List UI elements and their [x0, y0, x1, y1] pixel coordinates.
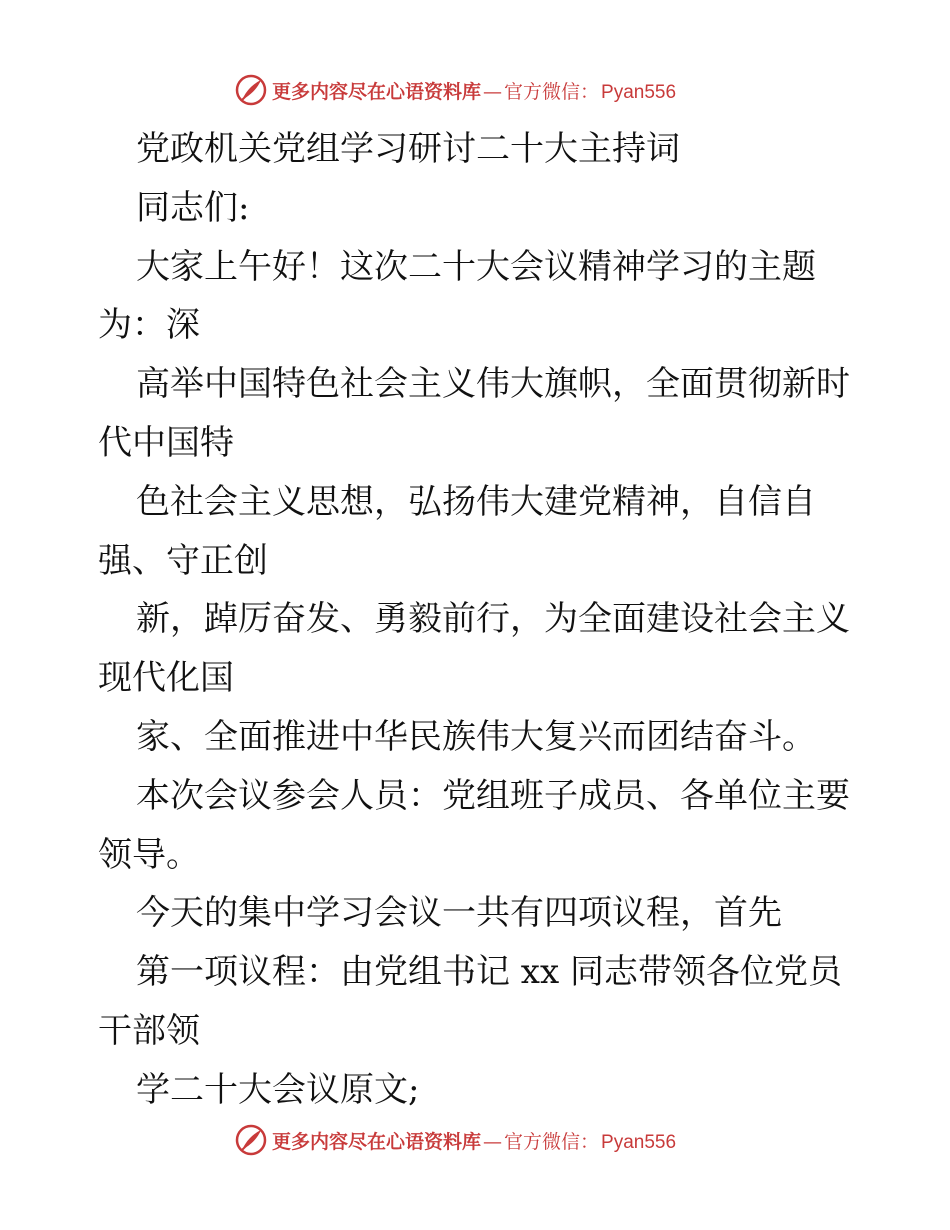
- watermark-text: [272, 77, 676, 104]
- text-line: 新，踔厉奋发、勇毅前行，为全面建设社会主义: [136, 599, 850, 640]
- text-line: 代中国特: [98, 422, 234, 463]
- text-line: 本次会议参会人员：党组班子成员、各单位主要: [136, 775, 850, 816]
- watermark-separator: —: [483, 1130, 503, 1153]
- text-line: 干部领: [98, 1010, 200, 1051]
- watermark-separator: —: [483, 80, 503, 103]
- text-line: 高举中国特色社会主义伟大旗帜，全面贯彻新时: [136, 364, 850, 405]
- text-line: 现代化国: [98, 658, 234, 699]
- salutation: 同志们:: [136, 187, 250, 228]
- text-line: 色社会主义思想，弘扬伟大建党精神，自信自: [136, 481, 816, 522]
- text-line: 为：深: [98, 305, 200, 346]
- watermark-site-name: 更多内容尽在心语资料库: [272, 80, 482, 103]
- watermark-label: 官方微信：: [504, 80, 600, 103]
- quill-logo-icon: [234, 73, 268, 107]
- watermark-text: [272, 1127, 676, 1154]
- text-line: 学二十大会议原文;: [136, 1069, 420, 1110]
- watermark-site-name: 更多内容尽在心语资料库: [272, 1130, 482, 1153]
- text-line: 家、全面推进中华民族伟大复兴而团结奋斗。: [136, 716, 816, 757]
- text-line: 第一项议程：由党组书记 xx 同志带领各位党员: [136, 952, 842, 993]
- watermark-label: 官方微信：: [504, 1130, 600, 1153]
- text-line: 强、守正创: [98, 540, 268, 581]
- text-line: 今天的集中学习会议一共有四项议程，首先: [136, 893, 782, 934]
- text-line: 领导。: [98, 834, 200, 875]
- watermark-wechat-id: Pyan556: [601, 1131, 677, 1153]
- document-body: [98, 120, 858, 1120]
- watermark-wechat-id: Pyan556: [601, 81, 677, 103]
- document-title: 党政机关党组学习研讨二十大主持词: [136, 129, 680, 169]
- header-watermark: [234, 72, 676, 108]
- text-line: 大家上午好！这次二十大会议精神学习的主题: [136, 246, 816, 287]
- quill-logo-icon: [234, 1123, 268, 1157]
- footer-watermark: [234, 1122, 676, 1158]
